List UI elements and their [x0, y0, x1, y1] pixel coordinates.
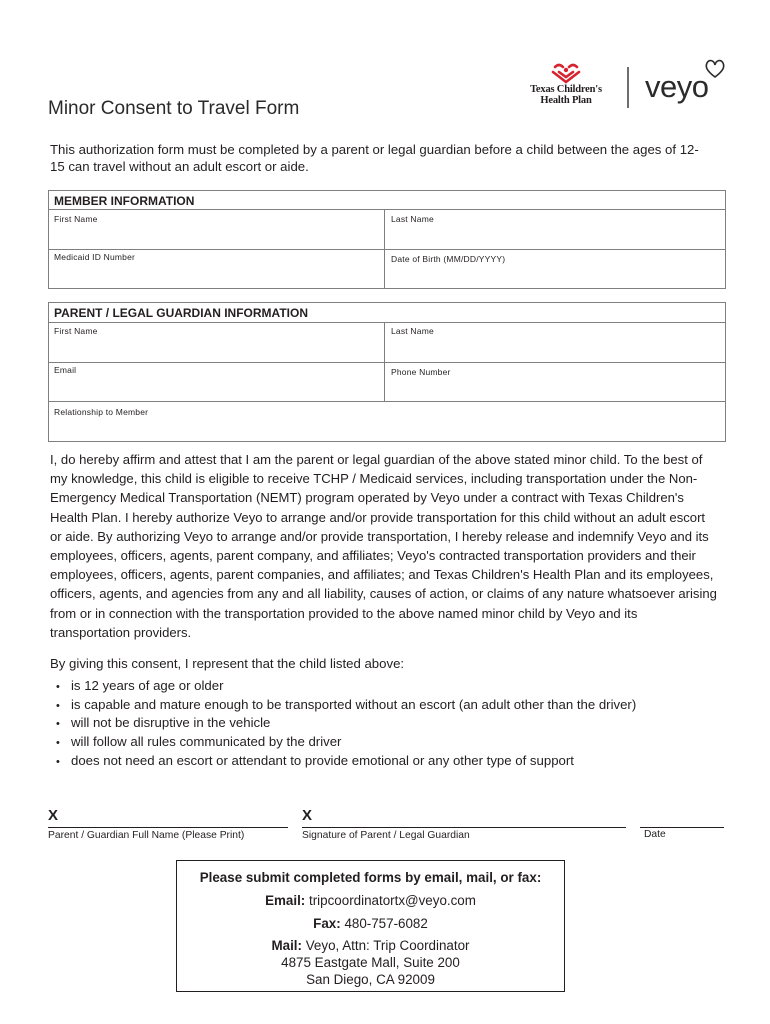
guardian-first-name-field[interactable]: First Name: [54, 326, 98, 336]
submit-fax: Fax: 480-757-6082: [313, 916, 428, 931]
bullet: •: [56, 755, 60, 768]
signature-label: Signature of Parent / Legal Guardian: [302, 830, 470, 841]
signature-line[interactable]: [302, 827, 626, 828]
guardian-information-section: [48, 302, 726, 442]
bullet: •: [56, 737, 60, 750]
divider: [49, 322, 725, 323]
bullet: •: [56, 699, 60, 712]
guardian-name-line[interactable]: [48, 827, 288, 828]
submission-box: [176, 860, 565, 992]
texas-childrens-logo: [520, 62, 620, 114]
member-information-section: [48, 190, 726, 250]
veyo-logo: [643, 64, 733, 108]
guardian-section-title: PARENT / LEGAL GUARDIAN INFORMATION: [54, 306, 308, 320]
name-x-mark: X: [48, 807, 59, 824]
divider: [49, 362, 725, 363]
bullet: •: [56, 681, 60, 693]
list-item: • will follow all rules communicated by the driver: [56, 733, 636, 752]
list-item: • is capable and mature enough to be transported without an escort (an adult other than the driver): [56, 696, 636, 715]
fax-number: 480-757-6082: [344, 916, 428, 931]
member-section-title: MEMBER INFORMATION: [54, 194, 195, 208]
member-id-row: [48, 248, 726, 289]
email-link[interactable]: tripcoordinatortx@veyo.com: [309, 893, 476, 908]
heart-hands-icon: [520, 62, 620, 86]
divider: [49, 209, 725, 210]
intro-text: This authorization form must be completed by a parent or legal guardian before a child between the ages of 12-15 can travel without an adult escort or aide.: [50, 142, 699, 174]
veyo-logo-text: veyo: [645, 69, 709, 104]
submit-email: Email: tripcoordinatortx@veyo.com: [265, 893, 476, 908]
date-line[interactable]: [640, 827, 724, 828]
divider: [384, 248, 385, 288]
consent-intro: By giving this consent, I represent that the child listed above:: [50, 656, 405, 671]
date-label: Date: [644, 829, 666, 840]
affirmation-paragraph: I, do hereby affirm and attest that I am the parent or legal guardian of the above stated minor child. To the best of my knowledge, this child is eligible to receive TCHP / Medicaid services, including transportation under the Non-Emergency Medical Transportation (NEMT) program operated by Veyo under a contract with Texas Children's Health Plan. I hereby authorize Veyo to arrange and/or provide transportation for this child without an adult escort or aide. By authorizing Veyo to arrange and/or provide transportation, I hereby release and indemnify Veyo and its employees, officers, agents, parent company, and affiliates; Veyo's contracted transportation providers and their employees, officers, agents, parent companies, and affiliates; and Texas Children's Health Plan and its employees, officers, agents, and agencies from any and all liability, causes of action, or claims of any nature whatsoever arising from or in connection with the transportation provided to the above named minor child by Veyo and its transportation providers.: [50, 452, 717, 640]
consent-list: [56, 677, 636, 770]
divider: [49, 401, 725, 402]
signature-x-mark: X: [302, 807, 313, 824]
medicaid-id-field[interactable]: Medicaid ID Number: [54, 252, 136, 262]
guardian-email-field[interactable]: Email: [54, 365, 77, 375]
logo-divider: [627, 67, 629, 108]
relationship-field[interactable]: Relationship to Member: [54, 407, 149, 417]
list-item: • will not be disruptive in the vehicle: [56, 714, 636, 733]
submit-mail: Mail: Veyo, Attn: Trip Coordinator: [271, 938, 470, 953]
list-item: • does not need an escort or attendant to provide emotional or any other type of support: [56, 752, 636, 771]
submit-heading: Please submit completed forms by email, mail, or fax:: [199, 870, 542, 885]
tch-logo-text: Texas Children's Health Plan: [530, 84, 602, 106]
date-of-birth-field[interactable]: Date of Birth (MM/DD/YYYY): [391, 254, 506, 264]
bullet: •: [56, 718, 60, 731]
mail-line-3: San Diego, CA 92009: [306, 972, 435, 987]
veyo-heart-icon: [703, 58, 727, 80]
guardian-phone-field[interactable]: Phone Number: [391, 367, 451, 377]
page-title: Minor Consent to Travel Form: [48, 98, 300, 119]
list-item: • is 12 years of age or older: [56, 677, 636, 696]
divider: [384, 209, 385, 249]
mail-line-2: 4875 Eastgate Mall, Suite 200: [281, 955, 460, 970]
guardian-last-name-field[interactable]: Last Name: [391, 326, 434, 336]
guardian-name-label: Parent / Guardian Full Name (Please Print): [48, 830, 245, 841]
member-last-name-field[interactable]: Last Name: [391, 214, 434, 224]
mail-line-1: Veyo, Attn: Trip Coordinator: [305, 938, 470, 953]
member-first-name-field[interactable]: First Name: [54, 214, 98, 224]
